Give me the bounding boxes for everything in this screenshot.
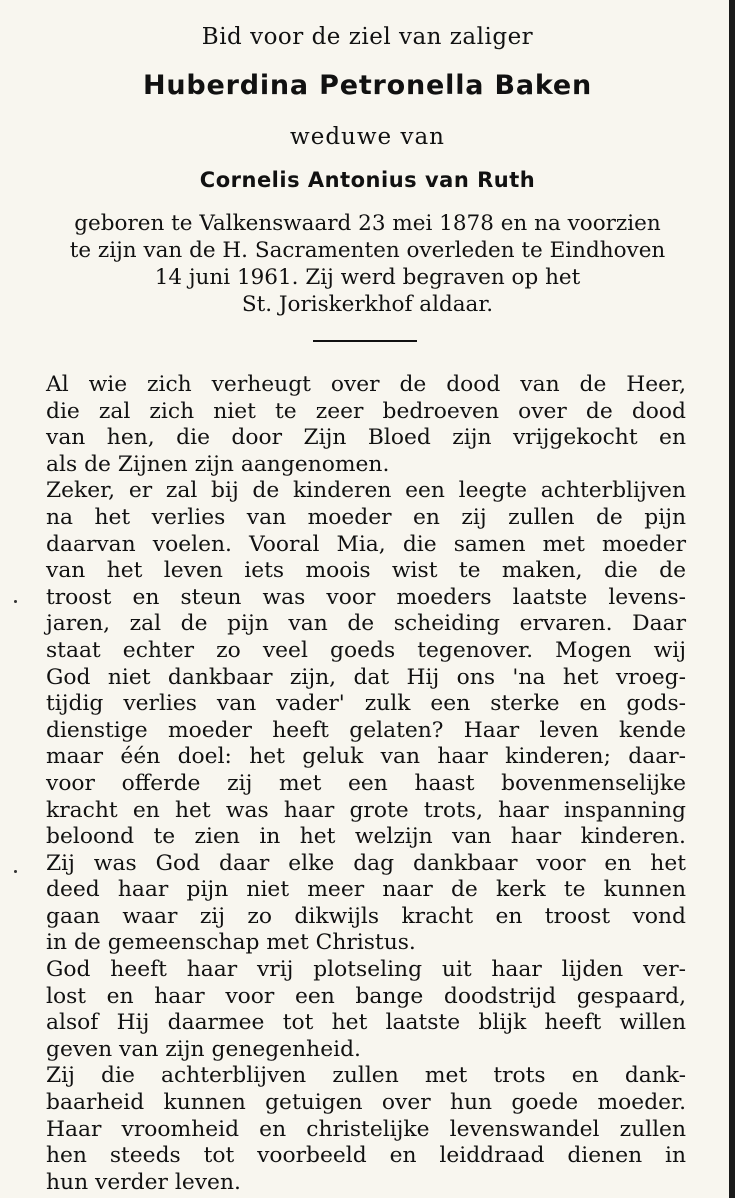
text-line: hen steeds tot voorbeeld en leiddraad dienen in [46, 1143, 686, 1169]
speck-mark [14, 600, 17, 603]
widow-of-label: weduwe van [290, 124, 445, 150]
text-line: voor offerde zij met een haast bovenmenselijke [46, 770, 686, 796]
text-line: kracht en het was haar grote trots, haar inspanning [46, 797, 686, 823]
text-line: daarvan voelen. Vooral Mia, die samen met moeder [46, 531, 686, 557]
text-line: tijdig verlies van vader' zulk een sterke en gods- [46, 691, 686, 717]
text-line: hun verder leven. [46, 1169, 241, 1195]
text-line: God heeft haar vrij plotseling uit haar lijden ver- [46, 957, 686, 983]
text-line: Zij was God daar elke dag dankbaar voor en het [46, 850, 686, 876]
bio-line: 14 juni 1961. Zij werd begraven op het [154, 265, 581, 290]
deceased-name: Huberdina Petronella Baken [142, 70, 593, 101]
text-line: dienstige moeder heeft gelaten? Haar leven kende [46, 717, 686, 743]
text-line: troost en steun was voor moeders laatste levens- [46, 584, 686, 610]
text-line: gaan waar zij zo dikwijls kracht en troost vond [46, 903, 686, 929]
text-line: geven van zijn genegenheid. [46, 1036, 361, 1062]
text-line: als de Zijnen zijn aangenomen. [46, 451, 390, 477]
bio-line: geboren te Valkenswaard 23 mei 1878 en na voorzien [74, 211, 661, 236]
text-line: Al wie zich verheugt over de dood van de Heer, [46, 372, 686, 397]
text-line: alsof Hij daarmee tot het laatste blijk heeft willen [46, 1010, 686, 1036]
divider-rule [313, 340, 417, 342]
bio-line: te zijn van de H. Sacramenten overleden te Eindhoven [69, 238, 666, 263]
text-line: na het verlies van moeder en zij zullen de pijn [46, 504, 686, 530]
text-line: maar één doel: het geluk van haar kinderen; daar- [46, 744, 686, 770]
text-line: Zeker, er zal bij de kinderen een leegte achterblijven [46, 478, 686, 504]
text-line: Haar vroomheid en christelijke levenswandel zullen [46, 1116, 686, 1142]
memorial-text [46, 372, 686, 1196]
text-line: van het leven iets moois wist te maken, die de [46, 558, 686, 584]
bio-line: St. Joriskerkhof aldaar. [241, 292, 494, 317]
text-line: baarheid kunnen getuigen over hun goede moeder. [46, 1090, 686, 1116]
text-line: lost en haar voor een bange doodstrijd gespaard, [46, 983, 686, 1009]
text-line: die zal zich niet te zeer bedroeven over de dood [46, 398, 686, 424]
text-line: Zij die achterblijven zullen met trots en dank- [46, 1063, 686, 1089]
text-line: van hen, die door Zijn Bloed zijn vrijgekocht en [46, 425, 686, 451]
spouse-name: Cornelis Antonius van Ruth [199, 168, 536, 192]
text-line: in de gemeenschap met Christus. [46, 930, 416, 956]
speck-mark [14, 870, 17, 873]
text-line: staat echter zo veel goeds tegenover. Mogen wij [46, 637, 686, 663]
text-line: jaren, zal de pijn van de scheiding ervaren. Daar [46, 611, 686, 637]
text-line: God niet dankbaar zijn, dat Hij ons 'na het vroeg- [46, 664, 686, 690]
biography [0, 210, 735, 318]
text-line: deed haar pijn niet meer naar de kerk te kunnen [46, 877, 686, 903]
intro-line: Bid voor de ziel van zaliger [201, 24, 534, 50]
text-line: beloond te zien in het welzijn van haar kinderen. [46, 824, 686, 850]
